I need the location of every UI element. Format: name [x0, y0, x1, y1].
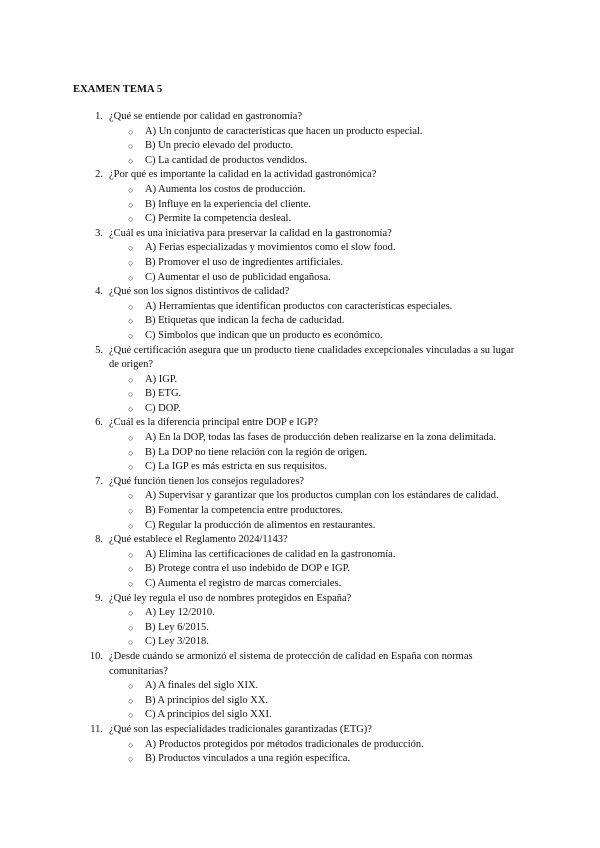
question-number: 11. — [90, 723, 103, 735]
question-text: ¿Cuál es una iniciativa para preservar la calidad en la gastronomía? — [109, 227, 392, 239]
hollow-circle-bullet-icon: ○ — [128, 374, 134, 385]
hollow-circle-bullet-icon: ○ — [128, 462, 134, 473]
page-title: EXAMEN TEMA 5 — [73, 84, 163, 95]
question-item — [0, 344, 600, 417]
answer-option-text: A) En la DOP, todas las fases de producción deben realizarse en la zona delimitada. — [145, 432, 497, 444]
hollow-circle-bullet-icon: ○ — [128, 389, 134, 400]
question-text: ¿Qué ley regula el uso de nombres protegidos en España? — [109, 592, 352, 604]
question-text: ¿Qué son los signos distintivos de calidad? — [109, 286, 290, 298]
answer-option — [128, 431, 525, 446]
question-number: 1. — [95, 111, 103, 122]
answer-option — [128, 694, 525, 709]
answer-option-text: B) Un precio elevado del producto. — [145, 140, 294, 152]
answer-option-text: B) A principios del siglo XX. — [145, 694, 269, 706]
hollow-circle-bullet-icon: ○ — [128, 199, 134, 210]
question-text: ¿Cuál es la diferencia principal entre DOP e IGP? — [109, 417, 318, 429]
answer-option — [128, 519, 525, 534]
question-text: ¿Por qué es importante la calidad en la actividad gastronómica? — [109, 169, 377, 181]
hollow-circle-bullet-icon: ○ — [128, 491, 134, 502]
question-text: ¿Qué son las especialidades tradicionales garantizadas (ETG)? — [109, 723, 372, 735]
answer-option-text: C) Aumentar el uso de publicidad engañosa. — [145, 271, 331, 283]
question-text: ¿Qué establece el Reglamento 2024/1143? — [109, 534, 288, 546]
hollow-circle-bullet-icon: ○ — [128, 739, 134, 750]
hollow-circle-bullet-icon: ○ — [128, 710, 134, 721]
answer-option — [128, 125, 525, 140]
answer-option — [128, 373, 525, 388]
hollow-circle-bullet-icon: ○ — [128, 316, 134, 327]
question-item — [0, 168, 600, 226]
question-item — [0, 285, 600, 343]
answer-option-text: A) Ferias especializadas y movimientos como el slow food. — [145, 242, 396, 254]
question-number: 8. — [95, 534, 103, 546]
hollow-circle-bullet-icon: ○ — [128, 564, 134, 575]
question-text: ¿Qué función tienen los consejos reguladores? — [109, 475, 305, 487]
answer-option — [128, 635, 525, 650]
question-number: 2. — [95, 169, 103, 181]
question-item — [0, 592, 600, 650]
question-text: ¿Qué certificación asegura que un producto tiene cualidades excepcionales vinculadas a su lugar de origen? — [109, 344, 515, 371]
hollow-circle-bullet-icon: ○ — [128, 622, 134, 633]
answer-option — [128, 562, 525, 577]
hollow-circle-bullet-icon: ○ — [128, 754, 134, 765]
answer-option — [128, 300, 525, 315]
answer-option-text: B) Productos vinculados a una región específica. — [145, 753, 350, 765]
hollow-circle-bullet-icon: ○ — [128, 433, 134, 444]
answer-option — [128, 606, 525, 621]
answer-option — [128, 329, 525, 344]
answer-options — [0, 125, 600, 169]
question-list — [0, 110, 600, 767]
question-item — [0, 533, 600, 591]
answer-option — [128, 154, 525, 169]
answer-option — [128, 402, 525, 417]
answer-option — [128, 271, 525, 286]
answer-option-text: B) Ley 6/2015. — [145, 621, 209, 633]
hollow-circle-bullet-icon: ○ — [128, 257, 134, 268]
answer-option — [128, 548, 525, 563]
answer-option — [128, 139, 525, 154]
question-number: 4. — [95, 286, 103, 298]
hollow-circle-bullet-icon: ○ — [128, 506, 134, 517]
answer-option-text: C) Aumenta el registro de marcas comerciales. — [145, 578, 342, 589]
answer-option — [128, 256, 525, 271]
answer-option-text: B) Etiquetas que indican la fecha de caducidad. — [145, 315, 345, 327]
hollow-circle-bullet-icon: ○ — [128, 637, 134, 648]
question-text: ¿Desde cuándo se armonizó el sistema de protección de calidad en España con normas comunitarias? — [109, 650, 473, 677]
answer-option-text: A) Ley 12/2010. — [145, 607, 215, 619]
answer-option — [128, 183, 525, 198]
answer-options — [0, 548, 600, 592]
hollow-circle-bullet-icon: ○ — [128, 301, 134, 312]
answer-option-text: C) Permite la competencia desleal. — [145, 213, 292, 225]
hollow-circle-bullet-icon: ○ — [128, 447, 134, 458]
question-number: 6. — [95, 417, 103, 429]
answer-option-text: A) Herramientas que identifican productos con características especiales. — [145, 300, 453, 312]
answer-options — [0, 679, 600, 723]
answer-options — [0, 373, 600, 417]
answer-option — [128, 621, 525, 636]
answer-options — [0, 431, 600, 475]
answer-option-text: A) Aumenta los costos de producción. — [145, 183, 306, 195]
answer-option-text: A) Un conjunto de características que hacen un producto especial. — [145, 125, 423, 137]
hollow-circle-bullet-icon: ○ — [128, 549, 134, 560]
answer-options — [0, 300, 600, 344]
answer-option-text: A) IGP. — [145, 373, 178, 385]
answer-option — [128, 198, 525, 213]
answer-options — [0, 489, 600, 533]
hollow-circle-bullet-icon: ○ — [128, 243, 134, 254]
question-item — [0, 723, 600, 767]
hollow-circle-bullet-icon: ○ — [128, 272, 134, 283]
answer-option-text: B) La DOP no tiene relación con la región de origen. — [145, 446, 368, 458]
answer-option-text: A) Supervisar y garantizar que los productos cumplan con los estándares de calidad. — [145, 490, 499, 502]
answer-option — [128, 241, 525, 256]
answer-option-text: B) Influye en la experiencia del cliente. — [145, 198, 311, 210]
answer-option — [128, 460, 525, 475]
hollow-circle-bullet-icon: ○ — [128, 608, 134, 619]
hollow-circle-bullet-icon: ○ — [128, 403, 134, 414]
hollow-circle-bullet-icon: ○ — [128, 184, 134, 195]
answer-option — [128, 577, 525, 592]
hollow-circle-bullet-icon: ○ — [128, 214, 134, 225]
hollow-circle-bullet-icon: ○ — [128, 126, 134, 137]
hollow-circle-bullet-icon: ○ — [128, 520, 134, 531]
question-number: 9. — [95, 592, 103, 604]
answer-option — [128, 738, 525, 753]
answer-options — [0, 241, 600, 285]
question-number: 5. — [95, 344, 103, 356]
answer-option — [128, 504, 525, 519]
answer-option-text: C) Ley 3/2018. — [145, 636, 209, 648]
answer-option — [128, 708, 525, 723]
answer-option-text: C) La IGP es más estricta en sus requisitos. — [145, 461, 327, 473]
question-item — [0, 416, 600, 474]
question-item — [0, 110, 600, 168]
answer-option-text: C) A principios del siglo XXI. — [145, 709, 272, 721]
answer-option-text: C) Símbolos que indican que un producto es económico. — [145, 329, 383, 341]
answer-option — [128, 489, 525, 504]
question-item — [0, 227, 600, 285]
answer-options — [0, 606, 600, 650]
answer-option-text: A) Elimina las certificaciones de calidad en la gastronomía. — [145, 548, 396, 560]
answer-option — [128, 314, 525, 329]
question-number: 3. — [95, 227, 103, 239]
hollow-circle-bullet-icon: ○ — [128, 695, 134, 706]
answer-option — [128, 212, 525, 227]
question-number: 7. — [95, 475, 103, 487]
answer-option-text: B) Promover el uso de ingredientes artificiales. — [145, 256, 343, 268]
question-text: ¿Qué se entiende por calidad en gastronomía? — [109, 111, 303, 122]
hollow-circle-bullet-icon: ○ — [128, 579, 134, 589]
hollow-circle-bullet-icon: ○ — [128, 330, 134, 341]
answer-option — [128, 752, 525, 767]
answer-option-text: B) Protege contra el uso indebido de DOP e IGP. — [145, 563, 350, 575]
answer-options — [0, 738, 600, 767]
answer-option-text: C) Regular la producción de alimentos en restaurantes. — [145, 519, 376, 531]
question-item — [0, 650, 600, 723]
answer-option-text: B) ETG. — [145, 388, 182, 400]
answer-option-text: A) Productos protegidos por métodos tradicionales de producción. — [145, 738, 424, 750]
answer-option-text: C) La cantidad de productos vendidos. — [145, 154, 308, 166]
question-number: 10. — [89, 650, 103, 662]
answer-option-text: C) DOP. — [145, 402, 181, 414]
answer-options — [0, 183, 600, 227]
question-item — [0, 475, 600, 533]
hollow-circle-bullet-icon: ○ — [128, 681, 134, 692]
answer-option-text: B) Fomentar la competencia entre productores. — [145, 505, 343, 517]
hollow-circle-bullet-icon: ○ — [128, 155, 134, 166]
answer-option — [128, 679, 525, 694]
hollow-circle-bullet-icon: ○ — [128, 141, 134, 152]
answer-option — [128, 387, 525, 402]
answer-option-text: A) A finales del siglo XIX. — [145, 680, 259, 692]
answer-option — [128, 446, 525, 461]
